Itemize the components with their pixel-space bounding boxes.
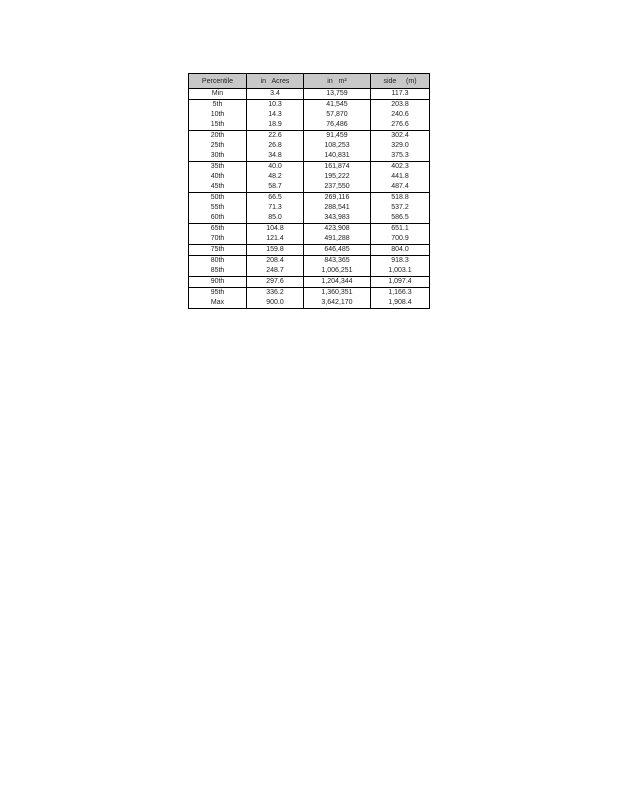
table-row (189, 120, 430, 131)
square-meters-cell: 491,288 (304, 234, 371, 245)
side-meters-cell: 375.3 (371, 151, 430, 162)
acres-cell: 85.0 (247, 213, 304, 224)
header-side-meters: side (m) (371, 74, 430, 89)
table-row (189, 89, 430, 100)
square-meters-cell: 13,759 (304, 89, 371, 100)
table-body (189, 89, 430, 309)
table-row (189, 277, 430, 288)
side-meters-cell: 651.1 (371, 224, 430, 235)
square-meters-cell: 57,870 (304, 110, 371, 120)
acres-cell: 22.6 (247, 131, 304, 142)
table-row (189, 245, 430, 256)
square-meters-cell: 91,459 (304, 131, 371, 142)
percentile-cell: Min (189, 89, 247, 100)
percentile-cell: 10th (210, 111, 225, 118)
side-meters-cell: 276.6 (371, 120, 430, 131)
table-row (189, 224, 430, 235)
side-meters-cell: 537.2 (371, 203, 430, 213)
percentile-cell: 60th (210, 214, 225, 221)
percentile-cell: 15th (210, 121, 225, 128)
square-meters-cell: 288,541 (304, 203, 371, 213)
percentile-cell: 85th (210, 267, 225, 274)
square-meters-cell: 195,222 (304, 172, 371, 182)
acres-cell: 336.2 (247, 288, 304, 299)
table-row (189, 182, 430, 193)
square-meters-cell: 269,116 (304, 193, 371, 204)
side-meters-cell: 918.3 (371, 256, 430, 267)
acres-cell: 71.3 (247, 203, 304, 213)
table-row (189, 266, 430, 277)
side-meters-cell: 700.9 (371, 234, 430, 245)
header-square-meters: in m² (304, 74, 371, 89)
side-meters-cell: 1,166.3 (371, 288, 430, 299)
percentile-cell: 30th (210, 152, 225, 159)
acres-cell: 66.5 (247, 193, 304, 204)
side-meters-cell: 240.6 (371, 110, 430, 120)
side-meters-cell: 1,908.4 (371, 298, 430, 309)
percentile-table (188, 73, 430, 309)
table-row (189, 234, 430, 245)
percentile-cell: 50th (189, 193, 247, 204)
square-meters-cell: 1,204,344 (304, 277, 371, 288)
acres-cell: 26.8 (247, 141, 304, 151)
square-meters-cell: 646,485 (304, 245, 371, 256)
side-meters-cell: 302.4 (371, 131, 430, 142)
square-meters-cell: 76,486 (304, 120, 371, 131)
square-meters-cell: 423,908 (304, 224, 371, 235)
table-row (189, 193, 430, 204)
square-meters-cell: 3,642,170 (304, 298, 371, 309)
table-row (189, 213, 430, 224)
square-meters-cell: 140,831 (304, 151, 371, 162)
acres-cell: 18.9 (247, 120, 304, 131)
acres-cell: 297.6 (247, 277, 304, 288)
table-row (189, 203, 430, 213)
header-percentile: Percentile (189, 74, 247, 89)
square-meters-cell: 108,253 (304, 141, 371, 151)
side-meters-cell: 1,097.4 (371, 277, 430, 288)
percentile-cell: 65th (189, 224, 247, 235)
table-row (189, 288, 430, 299)
acres-cell: 900.0 (247, 298, 304, 309)
square-meters-cell: 1,006,251 (304, 266, 371, 277)
table-row (189, 151, 430, 162)
percentile-cell: 20th (189, 131, 247, 142)
square-meters-cell: 343,983 (304, 213, 371, 224)
percentile-cell: 45th (210, 183, 225, 190)
square-meters-cell: 1,360,351 (304, 288, 371, 299)
table-row (189, 100, 430, 111)
table-row (189, 172, 430, 182)
acres-cell: 10.3 (247, 100, 304, 111)
acres-cell: 14.3 (247, 110, 304, 120)
side-meters-cell: 487.4 (371, 182, 430, 193)
side-meters-cell: 804.0 (371, 245, 430, 256)
acres-cell: 104.8 (247, 224, 304, 235)
percentile-cell: 90th (189, 277, 247, 288)
percentile-cell: Max (210, 299, 225, 306)
square-meters-cell: 843,365 (304, 256, 371, 267)
side-meters-cell: 329.0 (371, 141, 430, 151)
percentile-cell: 5th (189, 100, 247, 111)
percentile-cell: 70th (210, 235, 225, 242)
side-meters-cell: 441.8 (371, 172, 430, 182)
header-acres: in Acres (247, 74, 304, 89)
acres-cell: 40.0 (247, 162, 304, 173)
side-meters-cell: 203.8 (371, 100, 430, 111)
table-row (189, 110, 430, 120)
table-row (189, 131, 430, 142)
percentile-cell: 40th (210, 173, 225, 180)
percentile-cell: 35th (189, 162, 247, 173)
acres-cell: 159.8 (247, 245, 304, 256)
acres-cell: 48.2 (247, 172, 304, 182)
side-meters-cell: 518.8 (371, 193, 430, 204)
side-meters-cell: 586.5 (371, 213, 430, 224)
acres-cell: 208.4 (247, 256, 304, 267)
percentile-cell: 25th (210, 142, 225, 149)
table-row (189, 162, 430, 173)
side-meters-cell: 402.3 (371, 162, 430, 173)
square-meters-cell: 237,550 (304, 182, 371, 193)
side-meters-cell: 117.3 (371, 89, 430, 100)
acres-cell: 121.4 (247, 234, 304, 245)
acres-cell: 3.4 (247, 89, 304, 100)
table-header-row (189, 74, 430, 89)
percentile-cell: 80th (189, 256, 247, 267)
percentile-cell: 95th (189, 288, 247, 299)
side-meters-cell: 1,003.1 (371, 266, 430, 277)
table-row (189, 256, 430, 267)
table-row (189, 141, 430, 151)
square-meters-cell: 41,545 (304, 100, 371, 111)
acres-cell: 34.8 (247, 151, 304, 162)
table-row (189, 298, 430, 309)
square-meters-cell: 161,874 (304, 162, 371, 173)
acres-cell: 248.7 (247, 266, 304, 277)
acres-cell: 58.7 (247, 182, 304, 193)
percentile-cell: 75th (189, 245, 247, 256)
percentile-cell: 55th (210, 204, 225, 211)
